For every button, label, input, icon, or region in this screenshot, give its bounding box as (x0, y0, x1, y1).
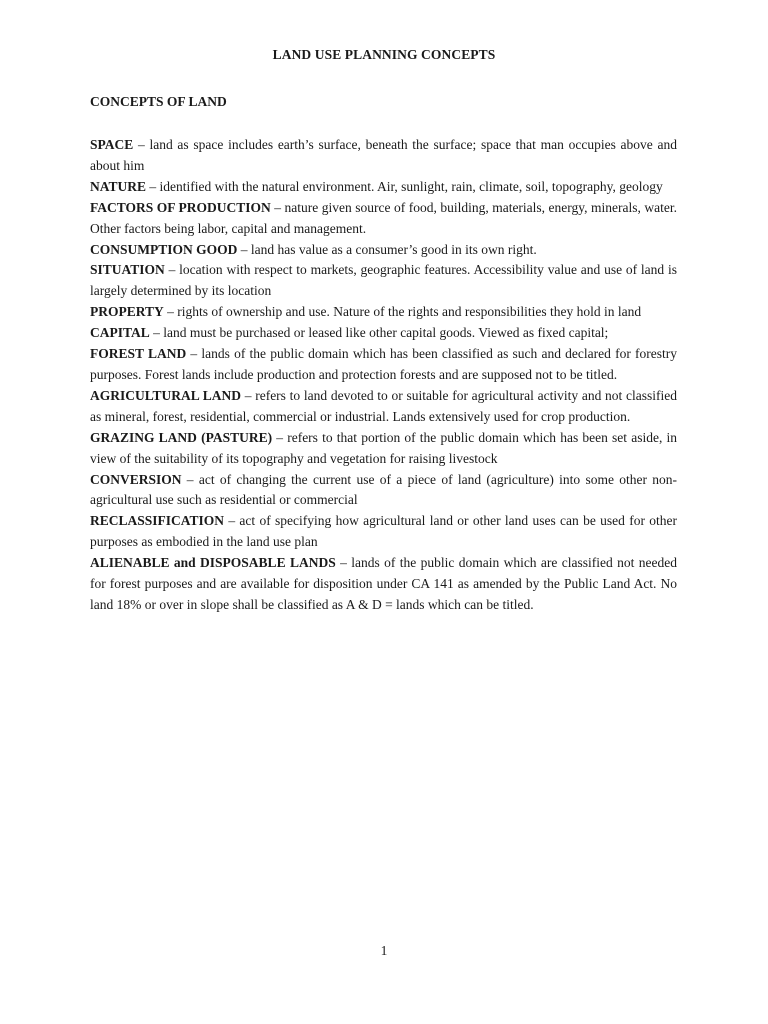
definition-text: – refers to that portion of the public domain which has been set aside, in view of the suitability of its topography and vegetation for raising livestock (90, 429, 677, 466)
definition-text: – land as space includes earth’s surface, beneath the surface; space that man occupies above and about him (90, 137, 677, 173)
definition-factors-of-production (90, 198, 677, 240)
term: AGRICULTURAL LAND (90, 387, 242, 403)
definition-text: – location with respect to markets, geographic features. Accessibility value and use of land is largely determined by its location (90, 262, 677, 299)
definition-text: – act of changing the current use of a piece of land (agriculture) into some other non-agricultural use such as residential or commercial (90, 471, 677, 508)
definition-text: – identified with the natural environment. Air, sunlight, rain, climate, soil, topography, geology (146, 178, 663, 194)
definition-text: – act of specifying how agricultural land or other land uses can be used for other purposes as embodied in the land use plan (90, 513, 677, 550)
term: NATURE (90, 178, 147, 194)
page-number: 1 (380, 943, 388, 958)
term: CONVERSION (90, 471, 182, 487)
term: SPACE (90, 137, 134, 152)
section-heading: CONCEPTS OF LAND (90, 94, 227, 109)
term: CAPITAL (90, 325, 150, 341)
definition-text: – land must be purchased or leased like other capital goods. Viewed as fixed capital; (149, 325, 609, 341)
term: GRAZING LAND (PASTURE) (90, 429, 273, 445)
definition-reclassification (90, 511, 677, 553)
definition-agricultural-land (90, 386, 677, 428)
term: PROPERTY (90, 304, 164, 320)
definition-conversion (90, 470, 677, 512)
term: FOREST LAND (90, 346, 187, 362)
document-title: LAND USE PLANNING CONCEPTS (272, 47, 496, 62)
term: SITUATION (90, 262, 165, 278)
definition-text: – land has value as a consumer’s good in its own right. (237, 241, 537, 257)
definition-situation (90, 260, 677, 302)
definition-grazing-land (90, 428, 677, 470)
definition-capital (90, 323, 677, 344)
term: RECLASSIFICATION (90, 513, 225, 529)
definition-consumption-good (90, 240, 677, 261)
definition-space (90, 135, 677, 177)
definition-nature (90, 177, 677, 198)
term: FACTORS OF PRODUCTION (90, 199, 271, 215)
definition-text: – lands of the public domain which are classified not needed for forest purposes and are available for disposition under CA 141 as amended by the Public Land Act. No land 18% or over in slope shall be classified as A & D = lands which can be titled. (90, 555, 677, 612)
definition-alienable-disposable-lands (90, 553, 677, 616)
definitions-list (90, 135, 677, 616)
definition-property (90, 302, 677, 323)
term: CONSUMPTION GOOD (90, 241, 238, 257)
definition-text: – rights of ownership and use. Nature of the rights and responsibilities they hold in land (163, 304, 642, 320)
term: ALIENABLE and DISPOSABLE LANDS (90, 555, 336, 571)
definition-forest-land (90, 344, 677, 386)
definition-text: – refers to land devoted to or suitable for agricultural activity and not classified as mineral, forest, residential, commercial or industrial. Lands extensively used for crop production. (90, 387, 677, 424)
definition-text: – nature given source of food, building, materials, energy, minerals, water. Other factors being labor, capital and management. (90, 199, 677, 236)
definition-text: – lands of the public domain which has been classified as such and declared for forestry purposes. Forest lands include production and protection forests and are supposed not to be titled. (90, 346, 677, 382)
